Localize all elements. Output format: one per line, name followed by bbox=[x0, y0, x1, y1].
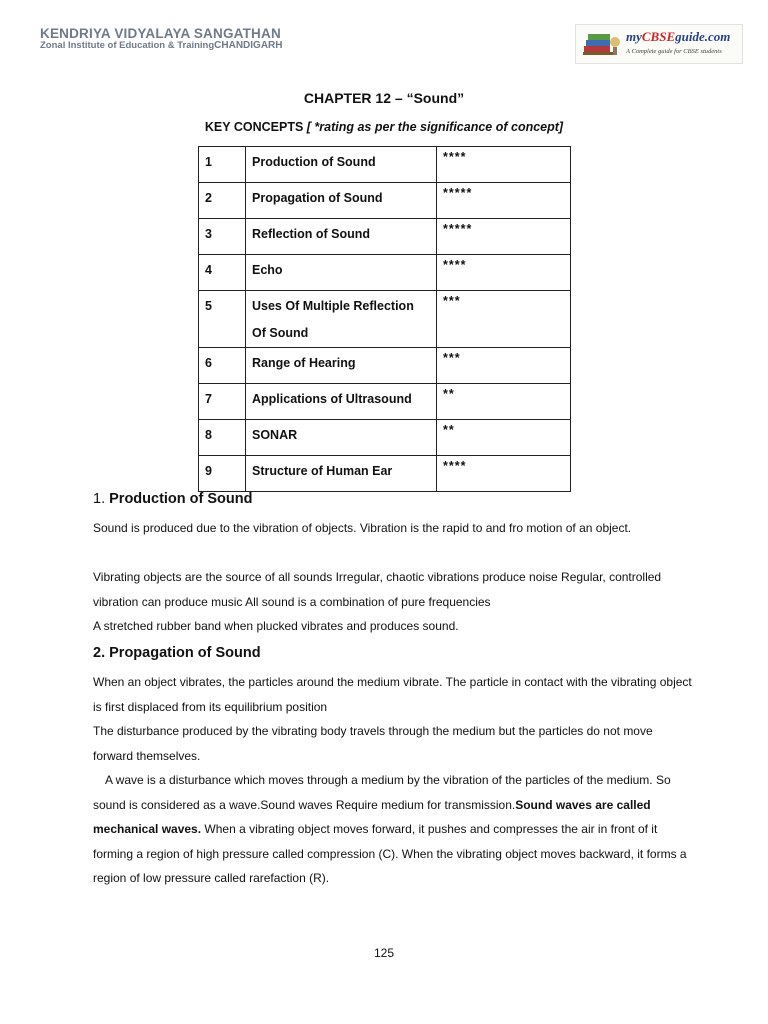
concept-rating: ** bbox=[437, 384, 571, 420]
concept-rating: **** bbox=[437, 147, 571, 183]
concept-name: Structure of Human Ear bbox=[246, 456, 437, 492]
concept-name: Propagation of Sound bbox=[246, 183, 437, 219]
concept-rating: ** bbox=[437, 420, 571, 456]
books-icon bbox=[582, 30, 622, 58]
page-number: 125 bbox=[373, 946, 395, 960]
paragraph-text: A wave is a disturbance which moves through a medium by the vibration of the particles of the medium. So sound is considered as a wave.Sound waves Require medium for transmission. bbox=[93, 773, 671, 812]
section-title: Production of Sound bbox=[109, 491, 253, 507]
section-number: 1. bbox=[93, 491, 106, 507]
table-row bbox=[199, 255, 571, 291]
table-row bbox=[199, 456, 571, 492]
table-row bbox=[199, 147, 571, 183]
concept-number: 2 bbox=[199, 183, 246, 219]
concept-number: 5 bbox=[199, 291, 246, 348]
concept-name: Production of Sound bbox=[246, 147, 437, 183]
section-title: Propagation of Sound bbox=[109, 645, 261, 661]
organization-name: KENDRIYA VIDYALAYA SANGATHAN bbox=[40, 26, 281, 41]
section-heading-propagation bbox=[93, 645, 261, 661]
paragraph-text: When a vibrating object moves forward, it pushes and compresses the air in front of it forming a region of high pressure called compression (C). When the vibrating object moves backward, it forms a region of low pressure called rarefaction (R). bbox=[93, 822, 687, 885]
section-number: 2. bbox=[93, 645, 106, 661]
key-concepts-table bbox=[198, 146, 571, 492]
mycbseguide-logo bbox=[575, 24, 743, 64]
organization-subtitle bbox=[40, 41, 283, 52]
section2-paragraph-3 bbox=[93, 768, 693, 891]
concept-rating: *** bbox=[437, 348, 571, 384]
concept-name: Applications of Ultrasound bbox=[246, 384, 437, 420]
logo-tagline: A Complete guide for CBSE students bbox=[626, 48, 722, 55]
concept-name: Echo bbox=[246, 255, 437, 291]
concept-rating: *** bbox=[437, 291, 571, 348]
table-row bbox=[199, 183, 571, 219]
chapter-title: CHAPTER 12 – “Sound” bbox=[303, 90, 465, 106]
concept-rating: **** bbox=[437, 255, 571, 291]
table-row bbox=[199, 291, 571, 348]
concept-name: Reflection of Sound bbox=[246, 219, 437, 255]
concept-rating: ***** bbox=[437, 183, 571, 219]
section1-paragraph-1: Sound is produced due to the vibration of objects. Vibration is the rapid to and fro motion of an object. bbox=[93, 521, 632, 535]
concept-number: 6 bbox=[199, 348, 246, 384]
section2-paragraph-2: The disturbance produced by the vibrating body travels through the medium but the particles do not move forward themselves. bbox=[93, 724, 653, 763]
section1-paragraph-3: A stretched rubber band when plucked vibrates and produces sound. bbox=[93, 619, 459, 633]
logo-brand-suffix: guide.com bbox=[675, 29, 731, 44]
concept-number: 4 bbox=[199, 255, 246, 291]
section1-paragraph-2: Vibrating objects are the source of all sounds Irregular, chaotic vibrations produce noise Regular, controlled vibration can produce music All sound is a combination of pure frequencies bbox=[93, 570, 662, 609]
table-row bbox=[199, 219, 571, 255]
organization-institute: Zonal Institute of Education & Training bbox=[40, 40, 215, 52]
table-row bbox=[199, 384, 571, 420]
key-concepts-note: [ *rating as per the significance of concept] bbox=[306, 120, 564, 134]
section-heading-production bbox=[93, 491, 253, 507]
table-row bbox=[199, 348, 571, 384]
paragraph-bold-text: Sound waves are called mechanical waves. bbox=[93, 797, 651, 836]
logo-brand bbox=[626, 29, 730, 45]
concept-rating: ***** bbox=[437, 219, 571, 255]
concept-name: SONAR bbox=[246, 420, 437, 456]
concept-name: Uses Of Multiple Reflection Of Sound bbox=[246, 291, 437, 348]
concept-number: 1 bbox=[199, 147, 246, 183]
concept-rating: **** bbox=[437, 456, 571, 492]
concept-number: 8 bbox=[199, 420, 246, 456]
concept-number: 3 bbox=[199, 219, 246, 255]
concept-name: Range of Hearing bbox=[246, 348, 437, 384]
logo-brand-prefix: my bbox=[626, 29, 642, 44]
section2-paragraph-1: When an object vibrates, the particles around the medium vibrate. The particle in contact with the vibrating object is first displaced from its equilibrium position bbox=[93, 675, 692, 714]
organization-header bbox=[40, 27, 283, 52]
concept-number: 9 bbox=[199, 456, 246, 492]
table-row bbox=[199, 420, 571, 456]
logo-brand-accent: CBSE bbox=[641, 29, 676, 44]
organization-city: CHANDIGARH bbox=[214, 40, 283, 52]
key-concepts-heading bbox=[0, 120, 768, 134]
key-concepts-label: KEY CONCEPTS bbox=[204, 120, 304, 134]
concept-number: 7 bbox=[199, 384, 246, 420]
